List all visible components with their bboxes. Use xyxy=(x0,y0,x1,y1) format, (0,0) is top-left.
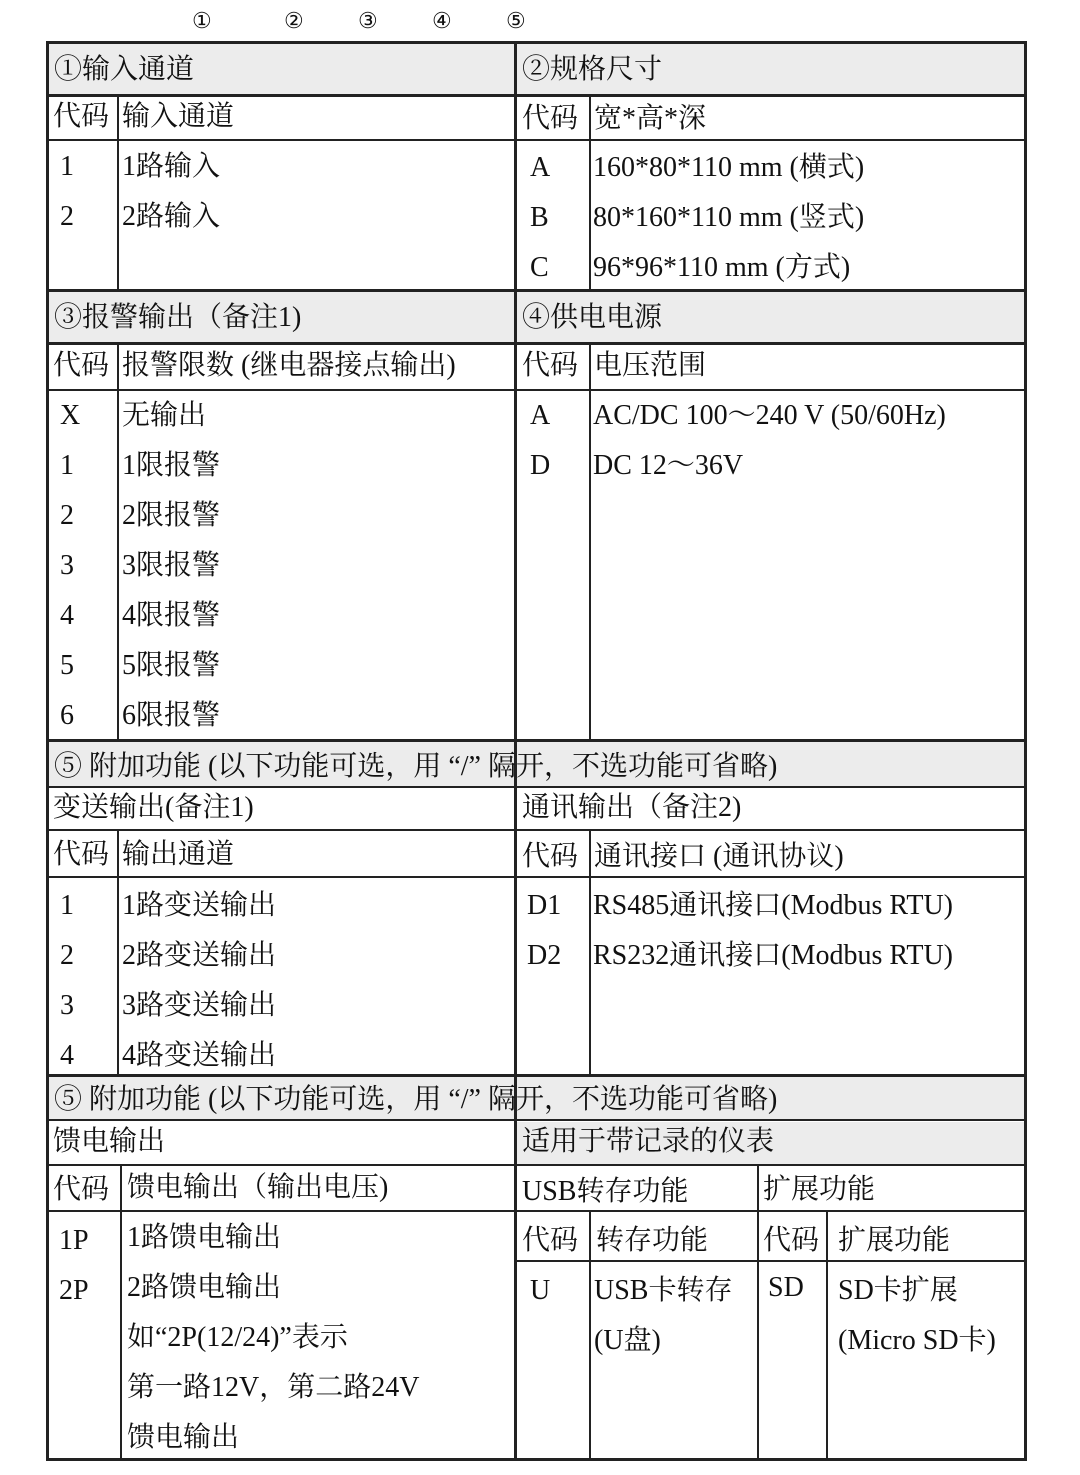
usb-col-code: 代码 xyxy=(522,1225,579,1256)
section1-code: 2 xyxy=(60,201,74,232)
comm-title: 通讯输出（备注2) xyxy=(522,792,742,823)
marker-2: ② xyxy=(284,8,304,33)
section5a-title: ⑤ 附加功能 (以下功能可选，用 “/” 隔开，不选功能可省略) xyxy=(54,751,778,782)
usb-col-name: 转存功能 xyxy=(596,1225,709,1256)
transmit-label: 4路变送输出 xyxy=(122,1040,277,1071)
section3-title: ③报警输出（备注1) xyxy=(54,302,302,333)
section3-label: 4限报警 xyxy=(122,600,221,631)
section1-title: ①输入通道 xyxy=(54,54,195,85)
feed-note: 如“2P(12/24)”表示 xyxy=(127,1322,348,1353)
section2-label: 160*80*110 mm (横式) xyxy=(593,152,865,183)
section3-code: X xyxy=(60,400,81,431)
section3-label: 6限报警 xyxy=(122,700,221,731)
comm-label: RS232通讯接口(Modbus RTU) xyxy=(593,940,954,971)
transmit-label: 1路变送输出 xyxy=(122,890,277,921)
section3-code: 4 xyxy=(60,600,74,631)
section3-label: 2限报警 xyxy=(122,500,221,531)
comm-label: RS485通讯接口(Modbus RTU) xyxy=(593,890,954,921)
usb-label: USB卡转存 xyxy=(594,1275,733,1306)
feed-label: 2路馈电输出 xyxy=(127,1272,282,1303)
marker-5: ⑤ xyxy=(506,8,526,33)
marker-3: ③ xyxy=(358,8,378,33)
section4-label: DC 12～36V xyxy=(593,450,744,481)
transmit-label: 3路变送输出 xyxy=(122,990,277,1021)
section3-label: 5限报警 xyxy=(122,650,221,681)
feed-col-code: 代码 xyxy=(53,1174,110,1205)
feed-code: 1P xyxy=(59,1225,89,1256)
section3-col-code: 代码 xyxy=(53,350,110,381)
section2-code: A xyxy=(530,152,551,183)
feed-note: 第一路12V，第二路24V xyxy=(127,1372,420,1403)
section2-code: C xyxy=(530,252,549,283)
section5b-title: ⑤ 附加功能 (以下功能可选，用 “/” 隔开，不选功能可省略) xyxy=(54,1084,778,1115)
section4-label: AC/DC 100～240 V (50/60Hz) xyxy=(593,400,946,431)
section2-code: B xyxy=(530,202,549,233)
usb-code: U xyxy=(530,1275,551,1306)
comm-col-name: 通讯接口 (通讯协议) xyxy=(594,841,844,872)
feed-code: 2P xyxy=(59,1275,89,1306)
usb-label: (U盘) xyxy=(594,1325,661,1356)
recorder-title: 适用于带记录的仪表 xyxy=(522,1126,775,1157)
ext-label: (Micro SD卡) xyxy=(838,1325,996,1356)
section3-code: 6 xyxy=(60,700,74,731)
section2-label: 96*96*110 mm (方式) xyxy=(593,252,851,283)
section3-label: 无输出 xyxy=(122,400,207,431)
section1-col-code: 代码 xyxy=(53,101,110,132)
feed-col-name: 馈电输出（输出电压) xyxy=(127,1172,389,1203)
section1-col-name: 输入通道 xyxy=(122,101,235,132)
section2-title: ②规格尺寸 xyxy=(522,54,663,85)
section3-label: 1限报警 xyxy=(122,450,221,481)
marker-4: ④ xyxy=(432,8,452,33)
transmit-code: 2 xyxy=(60,940,74,971)
section3-label: 3限报警 xyxy=(122,550,221,581)
transmit-code: 1 xyxy=(60,890,74,921)
section1-code: 1 xyxy=(60,151,74,182)
transmit-code: 3 xyxy=(60,990,74,1021)
section3-col-name: 报警限数 (继电器接点输出) xyxy=(122,350,456,381)
ext-label: SD卡扩展 xyxy=(838,1275,958,1306)
section3-code: 3 xyxy=(60,550,74,581)
ext-title: 扩展功能 xyxy=(763,1174,876,1205)
comm-code: D2 xyxy=(527,940,562,971)
section3-code: 5 xyxy=(60,650,74,681)
section3-code: 1 xyxy=(60,450,74,481)
transmit-code: 4 xyxy=(60,1040,74,1071)
section4-col-code: 代码 xyxy=(522,350,579,381)
section1-label: 2路输入 xyxy=(122,201,221,232)
feed-note: 馈电输出 xyxy=(127,1422,240,1453)
transmit-label: 2路变送输出 xyxy=(122,940,277,971)
section4-col-name: 电压范围 xyxy=(594,350,707,381)
transmit-col-name: 输出通道 xyxy=(122,839,235,870)
usb-title: USB转存功能 xyxy=(522,1176,689,1207)
transmit-title: 变送输出(备注1) xyxy=(53,792,254,823)
ext-code: SD xyxy=(768,1272,804,1303)
feed-title: 馈电输出 xyxy=(53,1126,166,1157)
marker-1: ① xyxy=(192,8,212,33)
comm-code: D1 xyxy=(527,890,562,921)
feed-label: 1路馈电输出 xyxy=(127,1222,282,1253)
section4-title: ④供电电源 xyxy=(522,302,663,333)
transmit-col-code: 代码 xyxy=(53,839,110,870)
comm-col-code: 代码 xyxy=(522,841,579,872)
section1-label: 1路输入 xyxy=(122,151,221,182)
section3-code: 2 xyxy=(60,500,74,531)
section2-col-name: 宽*高*深 xyxy=(594,103,707,134)
section2-label: 80*160*110 mm (竖式) xyxy=(593,202,865,233)
section2-col-code: 代码 xyxy=(522,103,579,134)
ext-col-name: 扩展功能 xyxy=(838,1225,951,1256)
section4-code: D xyxy=(530,450,551,481)
section4-code: A xyxy=(530,400,551,431)
ext-col-code: 代码 xyxy=(763,1225,820,1256)
